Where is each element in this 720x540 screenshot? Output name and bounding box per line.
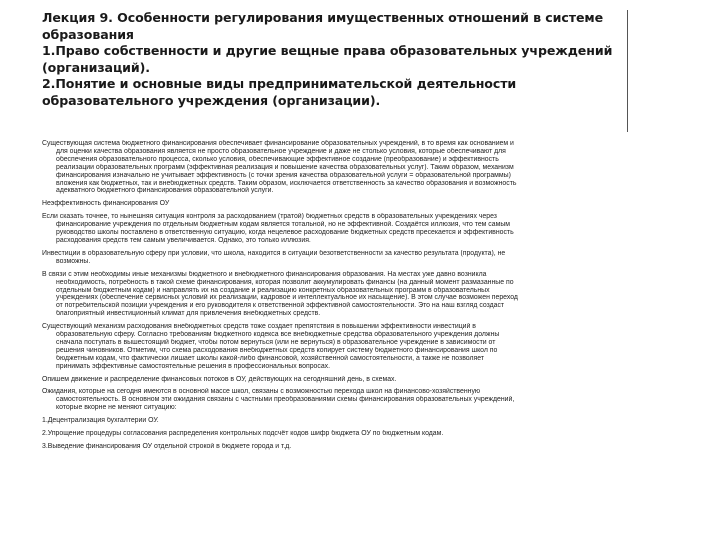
title-line: 1.Право собственности и другие вещные права образовательных учреждений — [42, 43, 613, 59]
list-item — [42, 443, 682, 451]
paragraph-line: расходования средств тем самым увеличивается. Однако, это только иллюзия. — [56, 236, 311, 244]
paragraph-line: учреждениях (обеспечение сервисных условий их реализации, кадровое и интеллектуальное их насыщение). В этом случае возможен переход — [56, 294, 518, 302]
paragraph-line: бюджетным кодам, что фактически лишает школы какой-либо финансовой, хозяйственной самостоятельности, а также не позволяет — [56, 354, 484, 362]
paragraph-line: адекватного бюджетного финансирования образовательной услуги. — [56, 187, 274, 195]
paragraph — [42, 213, 682, 245]
paragraph — [42, 140, 682, 195]
paragraph — [42, 200, 682, 208]
paragraph-line: 2.Упрощение процедуры согласования распределения контрольных подсчёт кодов шифр бюджета ОУ по бюджетным кодам. — [42, 430, 444, 438]
paragraph-line: руководство школы поставлено в ответственную ситуацию, когда нецелевое расходование бюджетных средств пресекается и эффективность — [56, 229, 514, 237]
paragraph-line: Ожидания, которые на сегодня имеются в основной массе школ, связаны с возможностью перехода школ на финансово-хозяйственную — [42, 388, 481, 396]
paragraph-line: финансирования изначально не учитывает эффективность (с точки зрения качества образовательной услуги = образовательной программы) — [56, 171, 511, 179]
paragraph-line: 1.Децентрализация бухгалтерии ОУ. — [42, 417, 159, 425]
paragraph-line: сначала поступать в вышестоящий бюджет, чтобы потом вернуться (или не вернуться) в образовательное учреждение в зависимости от — [56, 338, 496, 346]
paragraph-line: принимать эффективные самостоятельные решения в профессиональных вопросах. — [56, 362, 331, 370]
paragraph-line: Неэффективность финансирования ОУ — [42, 200, 170, 208]
paragraph-line: Существующая система бюджетного финансирования обеспечивает финансирование образовательных учреждений, в то время как основанием и — [42, 140, 514, 147]
paragraph-line: отдельным бюджетным кодам) и направлять их на создание и реализацию конкретных образовательных программ в образовательных — [56, 286, 490, 294]
paragraph-line: реализации образовательных программ (эффективная реализация и повышение качества образовательных услуг). Таким образом, механизм — [56, 163, 514, 171]
paragraph-line: 3.Выведение финансирования ОУ отдельной строкой в бюджете города и т.д. — [42, 443, 292, 450]
list-item — [42, 417, 682, 425]
title-line: образования — [42, 26, 134, 42]
title-line: Лекция 9. Особенности регулирования имущественных отношений в системе — [42, 10, 604, 25]
paragraph-line: необходимость, потребность в такой схеме финансирования, которая позволит аккумулировать финансы (на данный момент размазанные по — [56, 278, 514, 286]
title-line: (организаций). — [42, 59, 150, 75]
title-divider — [627, 10, 628, 132]
paragraph — [42, 323, 682, 370]
paragraph-line: для оценки качества образования является не просто образовательное учреждение и даже не столько условия, которые обеспечивают для — [56, 147, 506, 155]
paragraph-line: от потребительской позиции учреждения и его руководителя к ответственной эффективной самостоятельности. Это на наш взгляд создаст — [56, 302, 505, 310]
paragraph — [42, 250, 682, 266]
paragraph-line: обеспечения образовательного процесса, сколько условия, обеспечивающие эффективное создание (преобразование) и эффективность — [56, 155, 499, 163]
paragraph-line: возможны. — [56, 257, 91, 265]
paragraph-line: образовательную сферу. Согласно требованиям бюджетного кодекса все внебюджетные средства образовательного учреждения должны — [56, 331, 500, 339]
paragraph-line: решения чиновников. Отметим, что схема расходования внебюджетных средств копирует систему бюджетного финансирования школ по — [56, 346, 498, 354]
paragraph-line: вложения как бюджетных, так и внебюджетных средств. Таким образом, исключается ответственность за качество образования и возможность — [56, 179, 517, 187]
lecture-body — [42, 140, 682, 456]
paragraph-line: Существующий механизм расходования внебюджетных средств тоже создает препятствия в повышении эффективности инвестиций в — [42, 323, 476, 331]
paragraph-line: Если сказать точнее, то нынешняя ситуация контроля за расходованием (тратой) бюджетных средств в образовательных учреждениях через — [42, 213, 497, 221]
paragraph-line: Опишем движение и распределение финансовых потоков в ОУ, действующих на сегодняшний день, в схемах. — [42, 375, 397, 383]
lecture-title — [42, 10, 622, 110]
paragraph-line: самостоятельность. В основном эти ожидания связаны с частными преобразованиями схемы финансирования образовательных учреждений, — [56, 396, 515, 404]
list-item — [42, 430, 682, 438]
paragraph-line: Инвестиции в образовательную сферу при условии, что школа, находится в ситуации безответственности за качество результата (продукта), не — [42, 249, 506, 257]
paragraph — [42, 376, 682, 384]
paragraph-line: благоприятный инвестиционный климат для привлечения внебюджетных средств. — [56, 310, 321, 318]
paragraph — [42, 388, 682, 412]
paragraph — [42, 271, 682, 318]
title-line: 2.Понятие и основные виды предпринимательской деятельности — [42, 76, 517, 92]
paragraph-line: В связи с этим необходимы иные механизмы бюджетного и внебюджетного финансирования образования. На местах уже давно возникла — [42, 270, 487, 278]
paragraph-line: которые вкорне не меняют ситуацию: — [56, 404, 177, 412]
paragraph-line: финансирование учреждения по отдельным бюджетным кодам является тотальной, но не эффективной. Создаётся иллюзия, что тем самым — [56, 221, 511, 229]
title-line: образовательного учреждения (организации). — [42, 92, 381, 108]
